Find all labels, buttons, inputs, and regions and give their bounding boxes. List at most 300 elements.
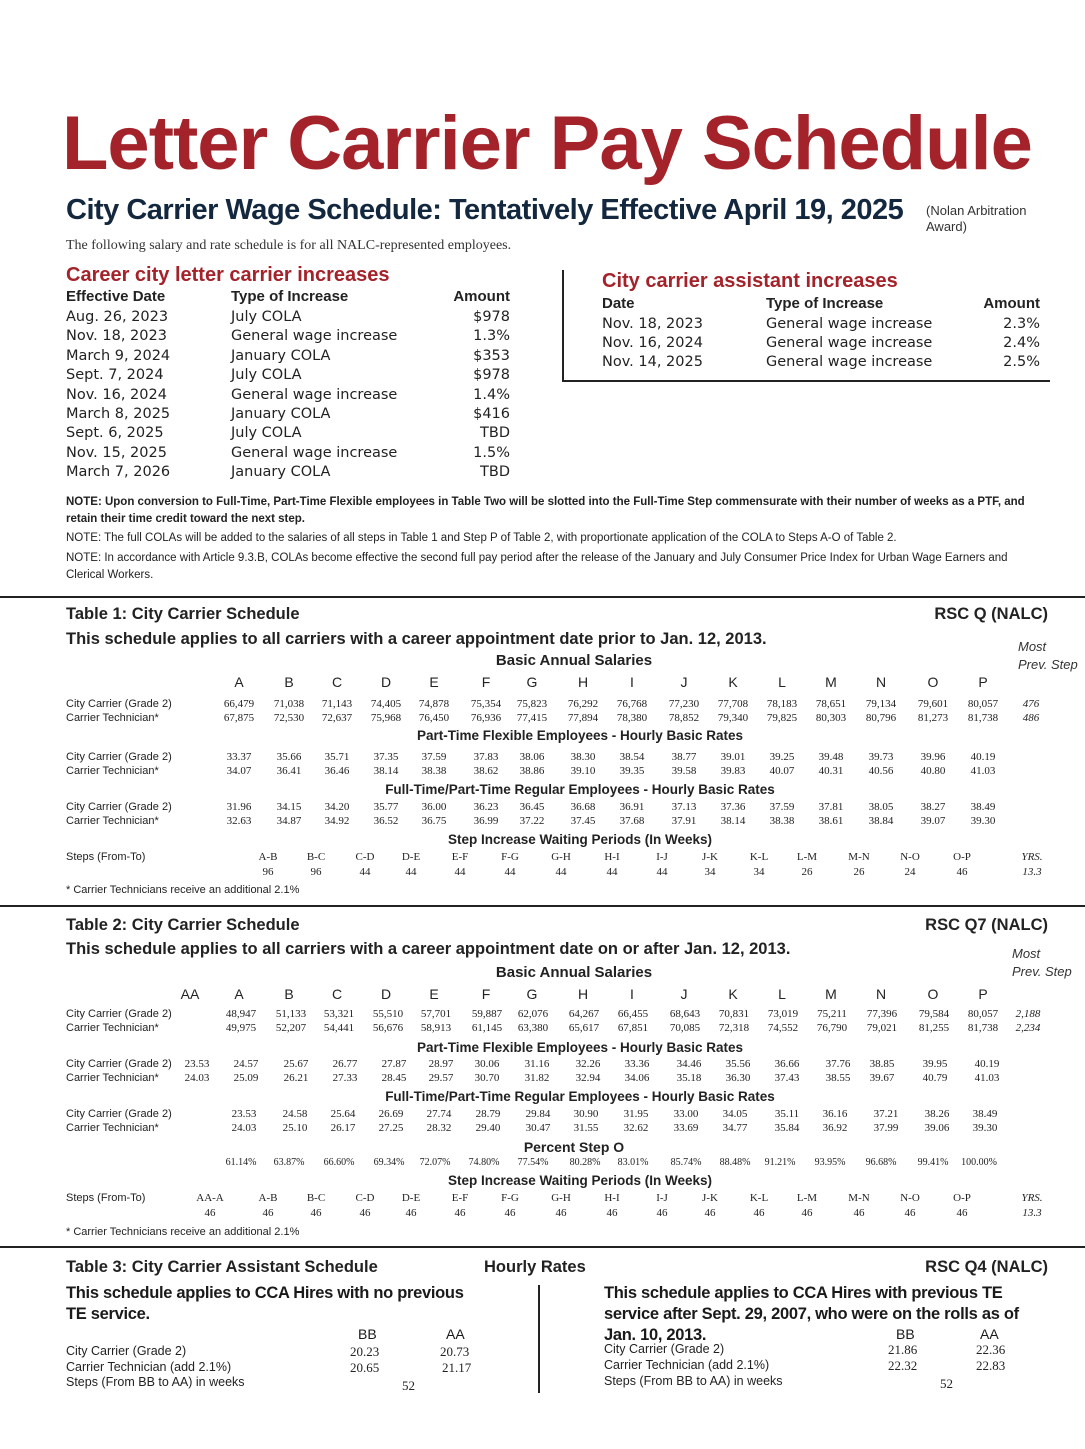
table1-annual-ct-value: 78,852 <box>668 712 700 724</box>
table1-ft-cc-value: 36.23 <box>473 801 499 813</box>
table2-wait-value: 46 <box>454 1207 466 1219</box>
table1-ft-cc-value: 31.96 <box>226 801 252 813</box>
career-row-amount: $353 <box>473 347 510 364</box>
table2-ptf-ct-value: 26.21 <box>283 1072 309 1084</box>
table1-step-header: E <box>429 674 439 690</box>
table2-annual-ct-value: 49,975 <box>225 1022 257 1034</box>
table2-wait-value: 46 <box>359 1207 371 1219</box>
table1-annual-ct-value: 75,968 <box>370 712 402 724</box>
table2-annual-ct-value: 67,851 <box>617 1022 649 1034</box>
table1-wait-value: 24 <box>904 866 916 878</box>
table1-ptf-cc-label: City Carrier (Grade 2) <box>66 751 172 763</box>
career-row-type: January COLA <box>231 406 331 422</box>
table1-wait-label: A-B <box>258 851 278 863</box>
table2-pct-value: 100.00% <box>961 1157 997 1168</box>
table2-annual-cc-value: 64,267 <box>568 1008 600 1020</box>
table1-annual-ct-value: 77,415 <box>516 712 548 724</box>
table2-annual-ct-value: 81,255 <box>918 1022 950 1034</box>
table1-wait-label: B-C <box>306 851 326 863</box>
cca-row-type: General wage increase <box>766 335 933 351</box>
table2-pct-value: 61.14% <box>225 1157 257 1168</box>
table1-ptf-ct-value: 40.56 <box>868 765 894 777</box>
table1-step-header: G <box>526 674 538 690</box>
cca-row-date: Nov. 14, 2025 <box>602 354 703 370</box>
table2-ft-ct-value: 24.03 <box>231 1122 257 1134</box>
table2-ft-ct-value: 39.06 <box>924 1122 950 1134</box>
table1-wait-label: F-G <box>501 851 519 863</box>
table2-ptf-ct-value: 28.45 <box>381 1072 407 1084</box>
t3l-aa-header: AA <box>446 1326 465 1342</box>
table3-rsc: RSC Q4 (NALC) <box>925 1258 1048 1276</box>
table1-wait-value: 46 <box>956 866 968 878</box>
table2-ptf-ct-value: 36.30 <box>725 1072 751 1084</box>
career-row-date: March 8, 2025 <box>66 406 171 422</box>
table1-step-header: H <box>577 674 589 690</box>
table1-step-header: K <box>728 674 738 690</box>
career-row-type: January COLA <box>231 464 331 481</box>
table1-most-prev: Most Prev. Step <box>1018 639 1078 672</box>
table1-ptf-ct-value: 39.58 <box>671 765 697 777</box>
table1-ptf-ct-value: 38.86 <box>519 765 545 777</box>
career-row-type: General wage increase <box>231 386 398 403</box>
cca-row-type: General wage increase <box>766 316 933 332</box>
table1-ptf-ct-value: 40.07 <box>769 765 795 777</box>
table2-ft-cc-value: 23.53 <box>231 1108 257 1120</box>
table2-ft-cc-value: 33.00 <box>673 1108 699 1120</box>
table2-basic-heading: Basic Annual Salaries <box>495 964 653 981</box>
table1-annual-cc-prev: 476 <box>1022 698 1040 710</box>
table1-ft-ct-label: Carrier Technician* <box>66 815 159 827</box>
table1-wait-value: 34 <box>753 866 765 878</box>
table2-step-header: N <box>875 986 887 1002</box>
career-row-date: Aug. 26, 2023 <box>66 309 169 325</box>
table1-step-header: N <box>875 674 887 690</box>
table2-wait-value: 46 <box>310 1207 322 1219</box>
table2-annual-ct-value: 58,913 <box>420 1022 452 1034</box>
table1-ft-cc-value: 34.15 <box>276 801 302 813</box>
cca-col-date: Date <box>602 295 635 312</box>
table1-step-header: C <box>331 674 343 690</box>
table1-wait-label: G-H <box>551 851 571 863</box>
table2-ft-cc-value: 28.79 <box>475 1108 501 1120</box>
table2-wait-label: A-B <box>258 1192 278 1204</box>
table2-wait-label: D-E <box>401 1192 421 1204</box>
career-row-amount: 1.4% <box>473 386 510 403</box>
table1-ptf-cc-value: 35.66 <box>276 751 302 763</box>
table1-wait-label: M-N <box>848 851 870 863</box>
career-row-date: Nov. 15, 2025 <box>66 444 167 461</box>
table1-wait-value: 44 <box>359 866 371 878</box>
cca-row-amount: 2.5% <box>1003 354 1040 370</box>
table1-rsc: RSC Q (NALC) <box>934 605 1048 623</box>
table1-ft-ct-value: 37.45 <box>570 815 596 827</box>
cca-row-amount: 2.4% <box>1003 335 1040 351</box>
table1-annual-ct-value: 79,340 <box>717 712 749 724</box>
table2-ft-ct-label: Carrier Technician* <box>66 1122 159 1134</box>
table2-step-header: O <box>927 986 939 1002</box>
table1-ptf-cc-value: 37.83 <box>473 751 499 763</box>
table1-ft-ct-value: 38.84 <box>868 815 894 827</box>
cca-row-type: General wage increase <box>766 354 933 370</box>
table2-ptf-ct-value: 34.06 <box>624 1072 650 1084</box>
table1-ft-ct-value: 39.30 <box>970 815 996 827</box>
table1-ft-ct-value: 38.61 <box>818 815 844 827</box>
table1-annual-cc-label: City Carrier (Grade 2) <box>66 698 172 710</box>
table2-wait-value: 13.3 <box>1022 1207 1042 1219</box>
table2-annual-ct-prev: 2,234 <box>1015 1022 1041 1034</box>
table2-ft-ct-value: 34.77 <box>722 1122 748 1134</box>
note-1: NOTE: Upon conversion to Full-Time, Part-Time Flexible employees in Table Two will be slotted into the Full-Time Step commensurate with their number of weeks as a PTF, and retain their time credit toward the next step. <box>66 496 1025 525</box>
table2-ptf-cc-value: 33.36 <box>624 1058 650 1070</box>
table2-ptf-cc-value: 23.53 <box>184 1058 210 1070</box>
table1-wait-value: 44 <box>606 866 618 878</box>
table1-annual-cc-value: 76,292 <box>567 698 599 710</box>
table1-ptf-cc-value: 35.71 <box>324 751 350 763</box>
table1-step-header: P <box>978 674 988 690</box>
table2-ft-ct-value: 27.25 <box>378 1122 404 1134</box>
t3l-ct-label: Carrier Technician (add 2.1%) <box>66 1360 232 1374</box>
table1-annual-ct-prev: 486 <box>1022 712 1040 724</box>
table2-pct-value: 69.34% <box>373 1157 405 1168</box>
cca-row-date: Nov. 18, 2023 <box>602 316 703 332</box>
career-row-amount: $416 <box>473 406 510 422</box>
table2-pct-value: 63.87% <box>273 1157 305 1168</box>
table1-ptf-cc-value: 37.59 <box>421 751 447 763</box>
table2-ft-ct-value: 39.30 <box>972 1122 998 1134</box>
table1-annual-cc-value: 66,479 <box>223 698 255 710</box>
table2-ptf-ct-value: 25.09 <box>233 1072 259 1084</box>
table1-annual-cc-value: 80,057 <box>967 698 999 710</box>
cca-heading: City carrier assistant increases <box>602 270 898 292</box>
table2-ptf-ct-value: 31.82 <box>524 1072 550 1084</box>
table1-annual-cc-value: 76,768 <box>616 698 648 710</box>
table2-ptf-cc-value: 38.85 <box>869 1058 895 1070</box>
table2-applies: This schedule applies to all carriers with a career appointment date on or after Jan. 12, 2013. <box>66 940 791 958</box>
table1-step-header: D <box>380 674 392 690</box>
table1-applies: This schedule applies to all carriers with a career appointment date prior to Jan. 12, 2013. <box>66 630 767 648</box>
table1-annual-cc-value: 71,143 <box>321 698 353 710</box>
table1-wait-value: 44 <box>656 866 668 878</box>
table1-wait-label: I-J <box>656 851 668 863</box>
table1-ptf-cc-value: 37.35 <box>373 751 399 763</box>
career-row-date: March 9, 2024 <box>66 347 171 364</box>
table2-ft-ct-value: 29.40 <box>475 1122 501 1134</box>
t3r-ct-label: Carrier Technician (add 2.1%) <box>604 1358 770 1372</box>
table2-ft-cc-label: City Carrier (Grade 2) <box>66 1108 172 1120</box>
table2-ptf-ct-value: 41.03 <box>974 1072 1000 1084</box>
table2-pct-value: 66.60% <box>323 1157 355 1168</box>
table1-wait-value: 13.3 <box>1022 866 1042 878</box>
career-row-type: January COLA <box>231 347 331 364</box>
table1-ft-cc-value: 37.13 <box>671 801 697 813</box>
table2-annual-ct-value: 70,085 <box>669 1022 701 1034</box>
table1-annual-cc-value: 79,601 <box>917 698 949 710</box>
table2-wait-label: M-N <box>848 1192 870 1204</box>
table2-annual-ct-value: 72,318 <box>718 1022 750 1034</box>
table1-step-header: I <box>630 674 634 690</box>
table1-annual-ct-value: 76,450 <box>418 712 450 724</box>
career-row-type: General wage increase <box>231 328 398 345</box>
career-heading: Career city letter carrier increases <box>66 264 390 286</box>
career-row-amount: $978 <box>473 309 510 325</box>
table1-annual-ct-value: 81,738 <box>967 712 999 724</box>
table1-wait-value: 44 <box>405 866 417 878</box>
table3-separator <box>538 1285 540 1393</box>
t3r-aa-header: AA <box>980 1326 999 1342</box>
table1-annual-ct-value: 72,637 <box>321 712 353 724</box>
table2-wait-label: N-O <box>900 1192 920 1204</box>
table2-wait-value: 46 <box>853 1207 865 1219</box>
table3-left-applies: This schedule applies to CCA Hires with no previous TE service. <box>66 1284 464 1323</box>
table1-annual-ct-value: 72,530 <box>273 712 305 724</box>
table2-annual-cc-value: 51,133 <box>275 1008 307 1020</box>
table1-wait-label: YRS. <box>1021 851 1043 863</box>
table2-step-header: A <box>234 986 244 1002</box>
table1-wait-value: 44 <box>504 866 516 878</box>
table1-ft-ct-value: 36.99 <box>473 815 499 827</box>
career-row-date: March 7, 2026 <box>66 464 171 481</box>
table2-ptf-ct-value: 32.94 <box>575 1072 601 1084</box>
table2-ptf-ct-value: 30.70 <box>474 1072 500 1084</box>
intro-text: The following salary and rate schedule is for all NALC-represented employees. <box>66 238 512 253</box>
table1-footnote: * Carrier Technicians receive an additional 2.1% <box>66 884 300 896</box>
table2-wait-label: YRS. <box>1021 1192 1043 1204</box>
table1-ptf-ct-value: 38.38 <box>421 765 447 777</box>
table1-ptf-cc-value: 39.48 <box>818 751 844 763</box>
table2-step-header: H <box>577 986 589 1002</box>
table1-ft-cc-value: 37.81 <box>818 801 844 813</box>
table1-step-header: O <box>927 674 939 690</box>
career-row-amount: $978 <box>473 367 510 384</box>
table2-pct-value: 77.54% <box>517 1157 549 1168</box>
table1-ft-ct-value: 36.52 <box>373 815 399 827</box>
table2-step-header: P <box>978 986 988 1002</box>
table1-ptf-ct-value: 36.46 <box>324 765 350 777</box>
table1-ptf-cc-value: 39.73 <box>868 751 894 763</box>
cca-box-left-border <box>562 270 564 382</box>
table1-ft-ct-value: 36.75 <box>421 815 447 827</box>
table2-annual-ct-value: 61,145 <box>471 1022 503 1034</box>
table1-ft-ct-value: 38.38 <box>769 815 795 827</box>
table1-ft-cc-label: City Carrier (Grade 2) <box>66 801 172 813</box>
table1-ft-cc-value: 37.59 <box>769 801 795 813</box>
table1-ptf-heading: Part-Time Flexible Employees - Hourly Basic Rates <box>416 728 744 743</box>
t3r-cc-aa: 22.36 <box>976 1342 1006 1357</box>
table2-ptf-cc-value: 24.57 <box>233 1058 259 1070</box>
table2-annual-cc-prev: 2,188 <box>1015 1008 1041 1020</box>
table2-annual-ct-value: 65,617 <box>568 1022 600 1034</box>
table2-annual-cc-value: 53,321 <box>323 1008 355 1020</box>
career-row-amount: 1.3% <box>473 328 510 345</box>
career-row-type: General wage increase <box>231 444 398 461</box>
table2-ptf-cc-label: City Carrier (Grade 2) <box>66 1058 172 1070</box>
table1-ft-cc-value: 36.00 <box>421 801 447 813</box>
table1-ptf-ct-value: 38.14 <box>373 765 399 777</box>
cca-box-bottom-border <box>562 380 1050 382</box>
t3l-cc-bb: 20.23 <box>350 1344 380 1359</box>
table1-wait-label: J-K <box>702 851 718 863</box>
table2-pct-value: 72.07% <box>419 1157 451 1168</box>
table2-ptf-cc-value: 30.06 <box>474 1058 500 1070</box>
career-col-amount: Amount <box>453 288 510 305</box>
table2-ptf-cc-value: 31.16 <box>524 1058 550 1070</box>
table1-ft-cc-value: 38.27 <box>920 801 946 813</box>
table2-ft-cc-value: 27.74 <box>426 1108 452 1120</box>
table2-ft-cc-value: 31.95 <box>623 1108 649 1120</box>
table1-ptf-cc-value: 38.30 <box>570 751 596 763</box>
table2-ptf-ct-value: 35.18 <box>676 1072 702 1084</box>
table2-step-header: J <box>680 986 688 1002</box>
table1-annual-ct-value: 79,825 <box>766 712 798 724</box>
table1-ptf-cc-value: 38.54 <box>619 751 645 763</box>
table2-ptf-cc-value: 27.87 <box>381 1058 407 1070</box>
table1-wait-heading: Step Increase Waiting Periods (In Weeks) <box>447 832 713 847</box>
table2-ft-ct-value: 25.10 <box>282 1122 308 1134</box>
table1-annual-cc-value: 78,183 <box>766 698 798 710</box>
table1-ft-cc-value: 36.91 <box>619 801 645 813</box>
career-row-type: July COLA <box>231 367 302 384</box>
table2-wait-value: 46 <box>801 1207 813 1219</box>
table1-wait-label: E-F <box>451 851 469 863</box>
table2-wait-value: 46 <box>204 1207 216 1219</box>
table2-wait-heading: Step Increase Waiting Periods (In Weeks) <box>447 1173 713 1188</box>
table1-ft-heading: Full-Time/Part-Time Regular Employees - Hourly Basic Rates <box>385 782 775 797</box>
career-row-amount: TBD <box>480 425 510 442</box>
table2-annual-cc-value: 66,455 <box>617 1008 649 1020</box>
table1-annual-cc-value: 78,651 <box>815 698 847 710</box>
t3l-steps-label: Steps (From BB to AA) in weeks <box>66 1375 245 1389</box>
table2-ptf-cc-value: 39.95 <box>922 1058 948 1070</box>
table1-ptf-ct-value: 41.03 <box>970 765 996 777</box>
table2-annual-ct-value: 74,552 <box>767 1022 799 1034</box>
table1-basic-heading: Basic Annual Salaries <box>495 652 653 669</box>
t3l-cc-aa: 20.73 <box>440 1344 470 1359</box>
table2-wait-value: 46 <box>405 1207 417 1219</box>
career-row-type: July COLA <box>231 425 302 442</box>
table1-ft-cc-value: 35.77 <box>373 801 399 813</box>
table2-step-header: I <box>630 986 634 1002</box>
table1-wait-value: 44 <box>555 866 567 878</box>
table1-annual-cc-value: 77,230 <box>668 698 700 710</box>
table1-annual-ct-value: 76,936 <box>470 712 502 724</box>
table2-pct-value: 88.48% <box>719 1157 751 1168</box>
table2-steps-label: Steps (From-To) <box>66 1192 146 1204</box>
t3l-steps-val: 52 <box>402 1378 415 1393</box>
table2-ptf-cc-value: 28.97 <box>428 1058 454 1070</box>
table2-pct-value: 96.68% <box>865 1157 897 1168</box>
table2-ft-cc-value: 38.49 <box>972 1108 998 1120</box>
table2-annual-cc-value: 80,057 <box>967 1008 999 1020</box>
table2-wait-label: J-K <box>702 1192 718 1204</box>
table2-wait-label: F-G <box>501 1192 519 1204</box>
table2-annual-cc-value: 75,211 <box>817 1008 847 1020</box>
cca-col-amount: Amount <box>983 295 1040 312</box>
table2-annual-cc-value: 57,701 <box>420 1008 452 1020</box>
career-row-amount: TBD <box>480 464 510 481</box>
table1-annual-cc-value: 71,038 <box>273 698 305 710</box>
divider-3 <box>0 1246 1085 1248</box>
table2-ft-ct-value: 33.69 <box>673 1122 699 1134</box>
table2-ptf-ct-value: 39.67 <box>869 1072 895 1084</box>
table2-ft-ct-value: 28.32 <box>426 1122 452 1134</box>
table3-title: Table 3: City Carrier Assistant Schedule <box>66 1258 378 1276</box>
table2-annual-cc-value: 73,019 <box>767 1008 799 1020</box>
t3r-ct-aa: 22.83 <box>976 1358 1006 1373</box>
table2-ft-cc-value: 34.05 <box>722 1108 748 1120</box>
table2-wait-label: O-P <box>953 1192 971 1204</box>
note-3: NOTE: In accordance with Article 9.3.B, COLAs become effective the second full pay period after the release of the January and July Consumer Price Index for Urban Wage Earners and Clerical Workers. <box>66 552 1008 581</box>
t3l-cc-label: City Carrier (Grade 2) <box>66 1344 187 1358</box>
table2-pct-value: 83.01% <box>617 1157 649 1168</box>
t3r-cc-bb: 21.86 <box>888 1342 918 1357</box>
table1-step-header: F <box>481 674 491 690</box>
table3-right-applies: This schedule applies to CCA Hires with previous TE service after Sept. 29, 2007, who were on the rolls as of Jan. 10, 2013. <box>604 1284 1019 1344</box>
table2-most-prev: Most Prev. Step <box>1012 946 1072 979</box>
career-row-date: Nov. 16, 2024 <box>66 386 167 403</box>
table1-ptf-ct-value: 40.31 <box>818 765 844 777</box>
table1-ptf-ct-value: 38.62 <box>473 765 499 777</box>
table1-wait-label: N-O <box>900 851 920 863</box>
table1-ft-ct-value: 34.87 <box>276 815 302 827</box>
table2-wait-value: 46 <box>656 1207 668 1219</box>
table2-ft-ct-value: 32.62 <box>623 1122 649 1134</box>
table1-wait-label: C-D <box>355 851 375 863</box>
table2-ft-ct-value: 36.92 <box>822 1122 848 1134</box>
table2-step-header: M <box>825 986 837 1002</box>
table2-ptf-cc-value: 25.67 <box>283 1058 309 1070</box>
table2-annual-ct-value: 56,676 <box>372 1022 404 1034</box>
table2-annual-ct-value: 63,380 <box>517 1022 549 1034</box>
table2-step-header: G <box>526 986 538 1002</box>
table1-wait-label: H-I <box>604 851 620 863</box>
table1-annual-cc-value: 74,405 <box>370 698 402 710</box>
table2-wait-value: 46 <box>504 1207 516 1219</box>
cca-row-date: Nov. 16, 2024 <box>602 335 703 351</box>
table2-ptf-ct-value: 29.57 <box>428 1072 454 1084</box>
table2-annual-ct-value: 81,738 <box>967 1022 999 1034</box>
table1-annual-ct-value: 77,894 <box>567 712 599 724</box>
cca-row-amount: 2.3% <box>1003 316 1040 332</box>
table1-wait-label: L-M <box>796 851 818 863</box>
table1-ft-ct-value: 37.22 <box>519 815 545 827</box>
table2-wait-label: C-D <box>355 1192 375 1204</box>
table2-ft-ct-value: 30.47 <box>525 1122 551 1134</box>
table1-step-header: L <box>778 674 786 690</box>
table1-wait-value: 34 <box>704 866 716 878</box>
table2-wait-label: K-L <box>749 1192 769 1204</box>
table2-step-header: C <box>331 986 343 1002</box>
cca-col-type: Type of Increase <box>766 295 884 312</box>
table2-annual-cc-value: 68,643 <box>669 1008 701 1020</box>
table2-footnote: * Carrier Technicians receive an additional 2.1% <box>66 1226 300 1238</box>
table2-annual-ct-label: Carrier Technician* <box>66 1022 159 1034</box>
table2-wait-label: I-J <box>656 1192 668 1204</box>
table2-ptf-ct-value: 40.79 <box>922 1072 948 1084</box>
table1-ptf-ct-value: 36.41 <box>276 765 302 777</box>
table2-pct-value: 85.74% <box>670 1157 702 1168</box>
table2-pct-value: 91.21% <box>764 1157 796 1168</box>
t3r-steps-label: Steps (From BB to AA) in weeks <box>604 1374 783 1388</box>
table2-rsc: RSC Q7 (NALC) <box>925 916 1048 934</box>
table1-annual-ct-value: 67,875 <box>223 712 255 724</box>
table2-step-header: AA <box>180 986 200 1002</box>
table2-annual-cc-value: 77,396 <box>866 1008 898 1020</box>
table2-step-header: F <box>481 986 491 1002</box>
table2-ptf-cc-value: 34.46 <box>676 1058 702 1070</box>
table2-annual-cc-value: 79,584 <box>918 1008 950 1020</box>
t3l-bb-header: BB <box>358 1326 377 1342</box>
table1-steps-label: Steps (From-To) <box>66 851 146 863</box>
